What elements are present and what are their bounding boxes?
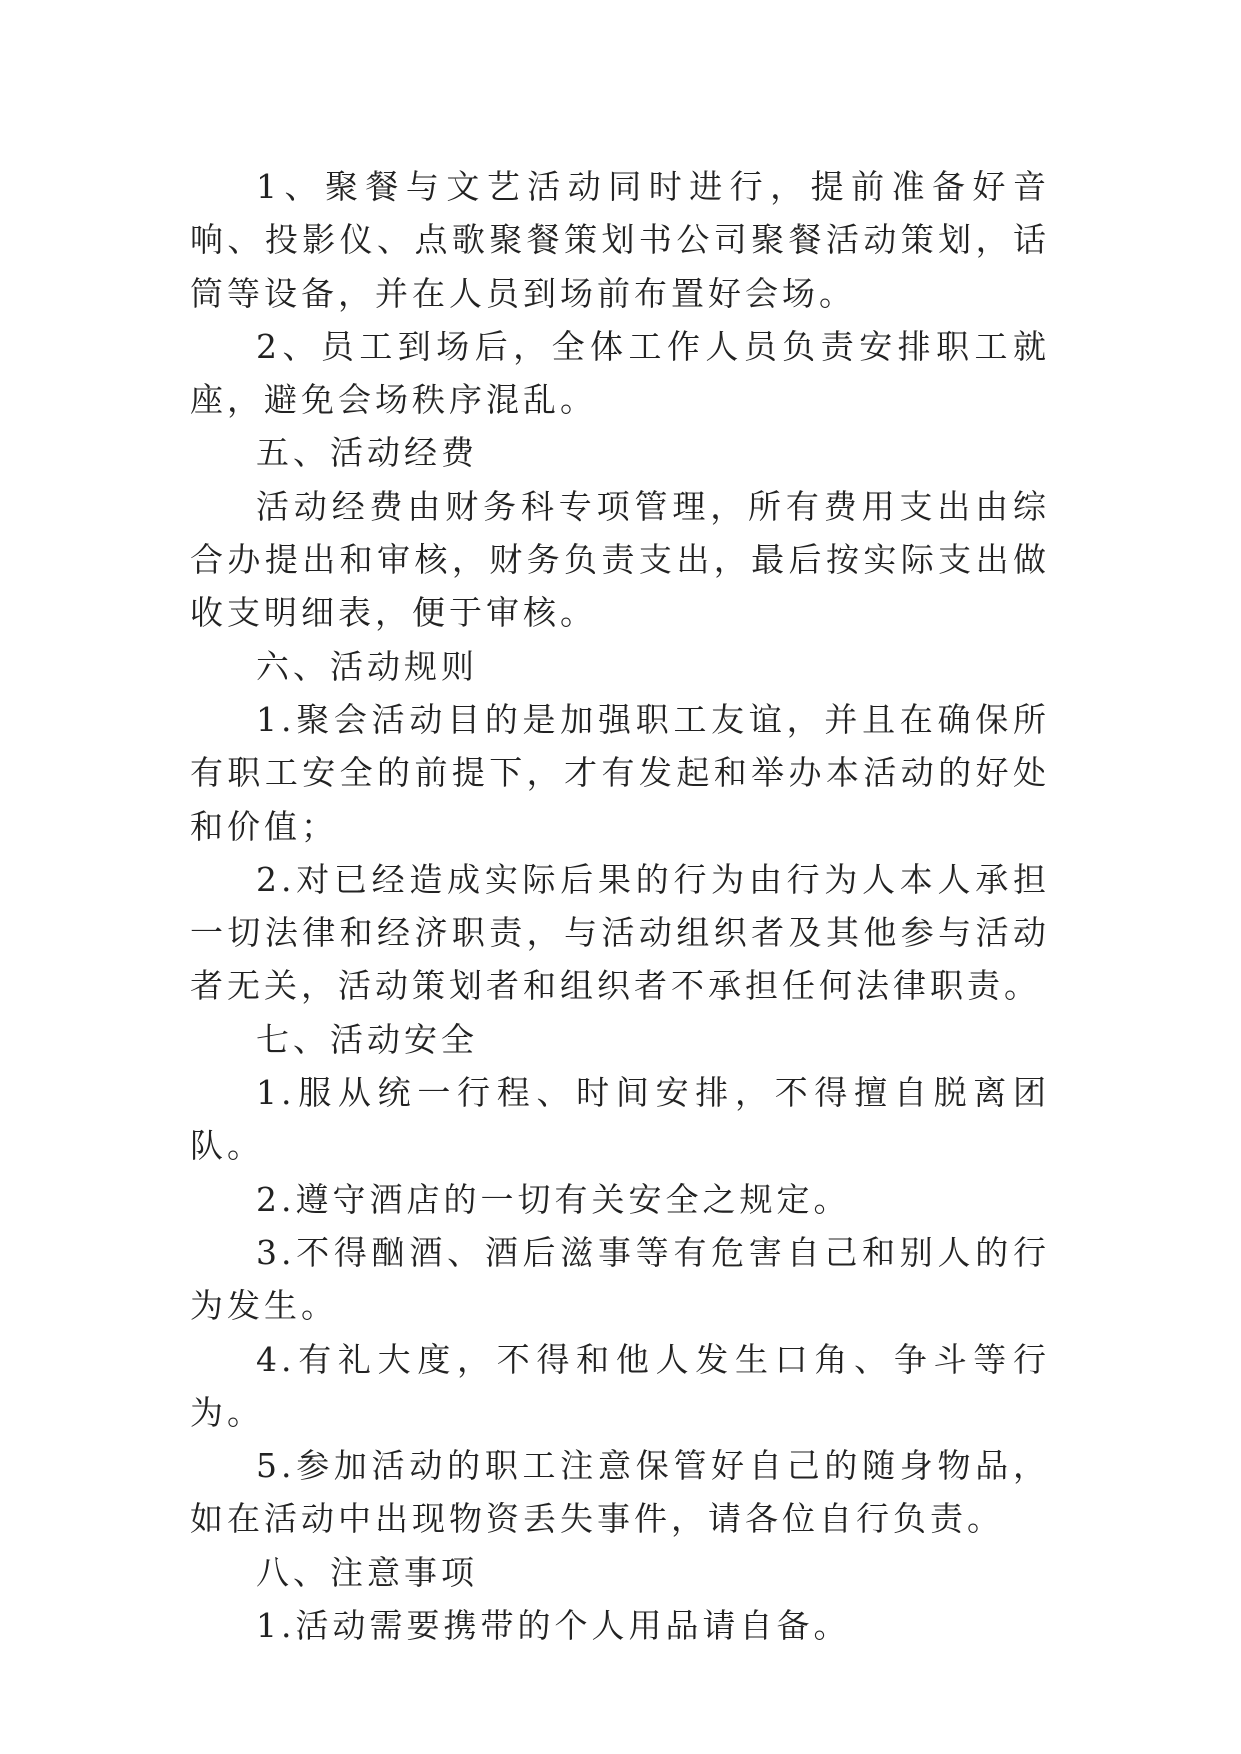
rule-item-2: 2.对已经造成实际后果的行为由行为人本人承担一切法律和经济职责，与活动组织者及其他参与活动者无关，活动策划者和组织者不承担任何法律职责。 [190,859,1050,1006]
safety-item-3: 3.不得酗酒、酒后滋事等有危害自己和别人的行为发生。 [190,1232,1050,1326]
section-heading-8: 八、注意事项 [256,1552,478,1592]
paragraph-item-1-2: 1、聚餐与文艺活动同时进行，提前准备好音响、投影仪、点歌聚餐策划书公司聚餐活动策划，话筒等设备，并在人员到场前布置好会场。 [190,167,1050,313]
notice-item-1: 1.活动需要携带的个人用品请自备。 [256,1606,851,1646]
safety-item-4: 4.有礼大度，不得和他人发生口角、争斗等行为。 [190,1339,1050,1432]
rule-item-1: 1.聚会活动目的是加强职工友谊，并且在确保所有职工安全的前提下，才有发起和举办本活动的好处和价值； [190,699,1050,846]
safety-item-1: 1.服从统一行程、时间安排，不得擅自脱离团队。 [190,1073,1050,1166]
paragraph-funding: 活动经费由财务科专项管理，所有费用支出由综合办提出和审核，财务负责支出，最后按实际支出做收支明细表，便于审核。 [190,486,1050,633]
document-body [190,160,1050,1652]
section-heading-6: 六、活动规则 [256,646,478,686]
safety-item-5: 5.参加活动的职工注意保管好自己的随身物品，如在活动中出现物资丢失事件，请各位自行负责。 [190,1446,1050,1539]
section-heading-5: 五、活动经费 [256,433,478,473]
safety-item-2: 2.遵守酒店的一切有关安全之规定。 [256,1179,851,1219]
paragraph-item-2: 2、员工到场后，全体工作人员负责安排职工就座，避免会场秩序混乱。 [190,326,1050,420]
section-heading-7: 七、活动安全 [256,1019,478,1059]
